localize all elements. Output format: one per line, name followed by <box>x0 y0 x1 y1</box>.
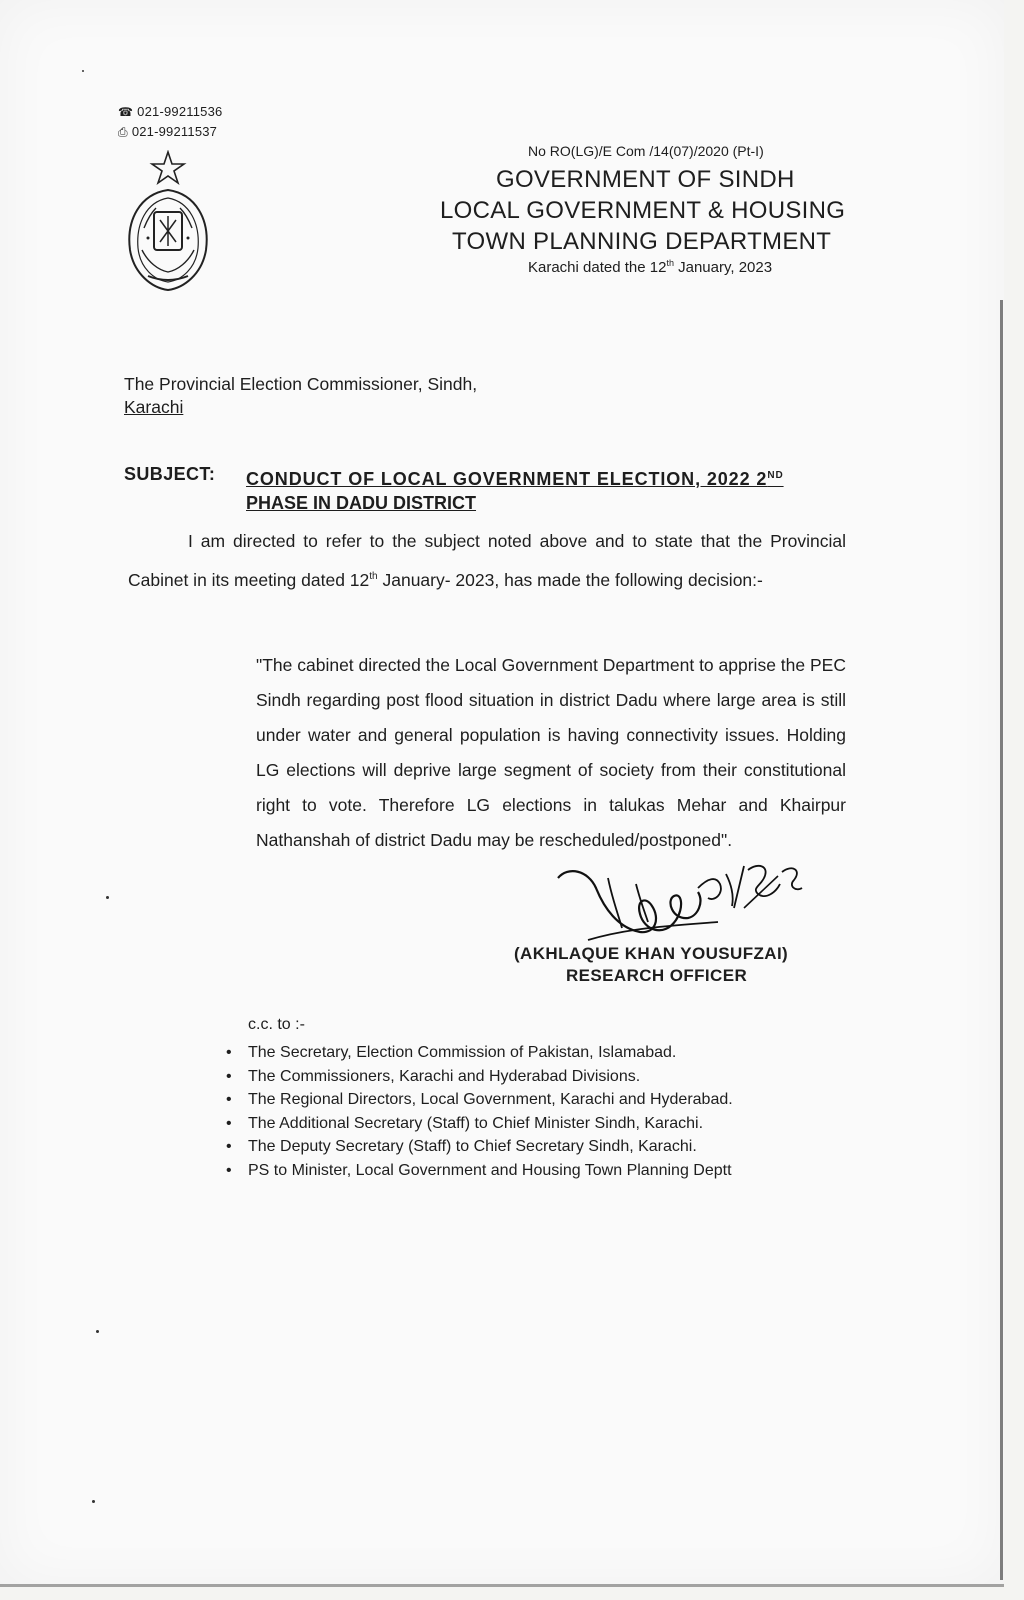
fax-number: 021-99211537 <box>131 124 218 139</box>
scan-speck <box>106 896 109 899</box>
cc-label: c.c. to :- <box>248 1016 305 1033</box>
list-item: • The Secretary, Election Commission of Pakistan, Islamabad. <box>222 1041 733 1065</box>
heading-subdepartment: TOWN PLANNING DEPARTMENT <box>452 228 832 255</box>
cabinet-decision-quote: "The cabinet directed the Local Government Department to apprise the PEC Sindh regarding post flood situation in district Dadu where large area is still under water and general population is having connectivity issues. Holding LG elections will deprive large segment of society from their constitutional right to vote. Therefore LG elections in talukas Mehar and Khairpur Nathanshah of district Dadu may be rescheduled/postponed". <box>256 655 846 850</box>
subject-text: CONDUCT OF LOCAL GOVERNMENT ELECTION, 2022 2ND PHASE IN DADU DISTRICT <box>246 469 784 513</box>
heading-department: LOCAL GOVERNMENT & HOUSING <box>440 197 846 224</box>
list-item: • The Commissioners, Karachi and Hyderabad Divisions. <box>222 1065 733 1089</box>
body-paragraph: I am directed to refer to the subject noted above and to state that the Provincial Cabinet in its meeting dated 12th January- 2023, has made the following decision:- <box>128 531 846 590</box>
signatory-designation: RESEARCH OFFICER <box>566 966 748 985</box>
list-item: • The Additional Secretary (Staff) to Chief Minister Sindh, Karachi. <box>222 1112 733 1136</box>
phone-number: 021-99211536 <box>137 104 223 119</box>
phone-line <box>118 104 222 119</box>
fax-line <box>118 124 217 140</box>
scan-speck <box>96 1330 99 1333</box>
subject-label: SUBJECT: <box>124 464 216 484</box>
scan-speck <box>82 70 84 72</box>
cc-recipient-list <box>222 1041 733 1182</box>
page-edge-bottom <box>0 1584 1004 1587</box>
date-line: Karachi dated the 12th January, 2023 <box>528 258 773 276</box>
list-item: • PS to Minister, Local Government and Housing Town Planning Deptt <box>222 1159 733 1183</box>
list-item: • The Deputy Secretary (Staff) to Chief Secretary Sindh, Karachi. <box>222 1135 733 1159</box>
government-seal-icon <box>118 150 218 300</box>
reference-number: No RO(LG)/E Com /14(07)/2020 (Pt-I) <box>528 143 764 159</box>
addressee-line: The Provincial Election Commissioner, Sindh, <box>124 374 478 394</box>
heading-government: GOVERNMENT OF SINDH <box>496 166 795 193</box>
page-edge-right <box>1000 300 1003 1580</box>
scan-speck <box>92 1500 95 1503</box>
addressee-city: Karachi <box>124 397 184 417</box>
signatory-name: (AKHLAQUE KHAN YOUSUFZAI) <box>514 944 789 963</box>
fax-icon: ⎙ <box>118 125 128 139</box>
telephone-icon: ☎ <box>118 105 134 119</box>
list-item: • The Regional Directors, Local Government, Karachi and Hyderabad. <box>222 1088 733 1112</box>
